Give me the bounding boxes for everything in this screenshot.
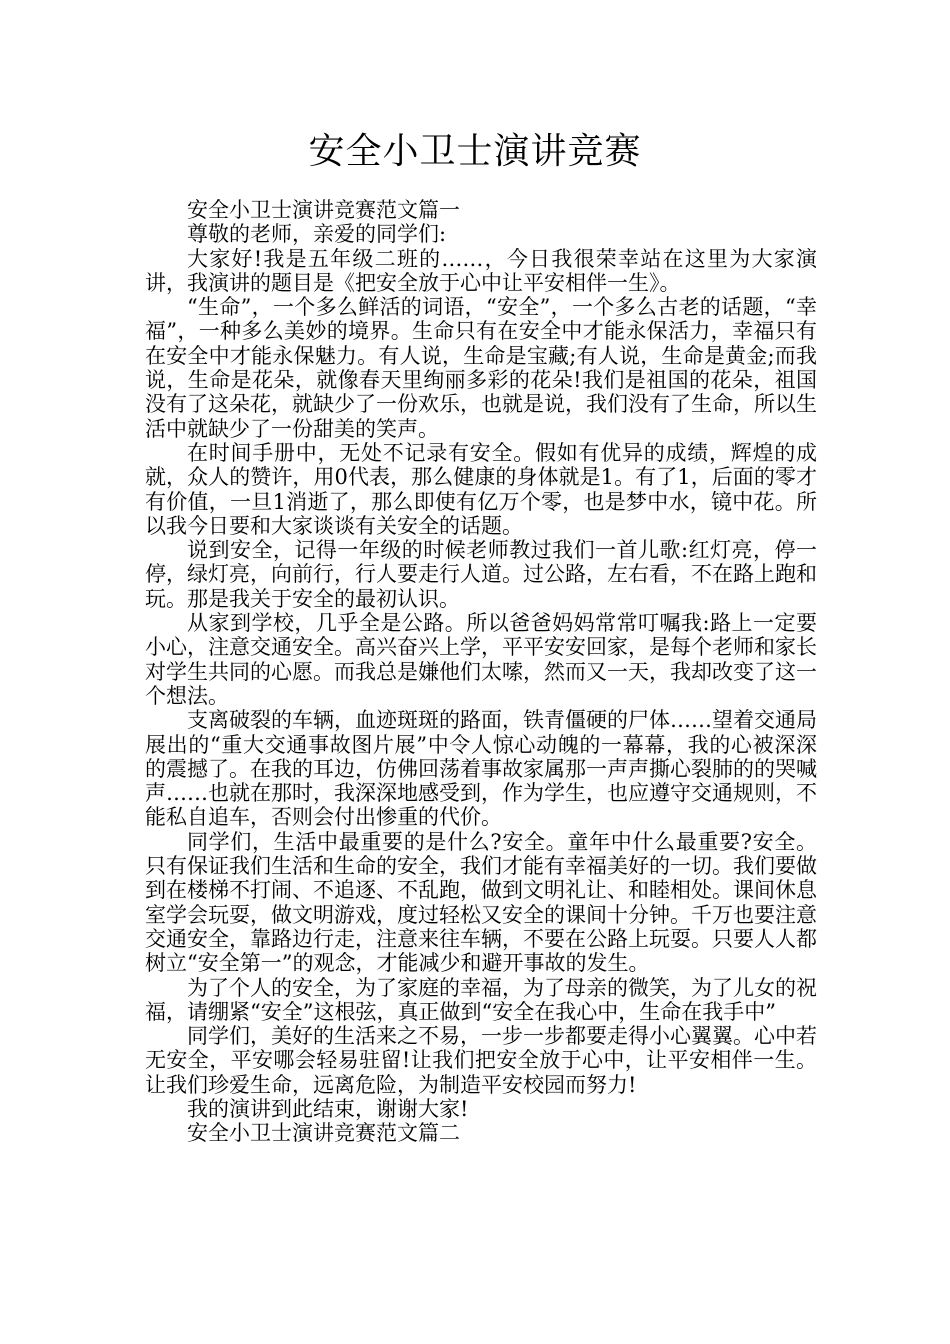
paragraph-for-family: 为了个人的安全，为了家庭的幸福，为了母亲的微笑，为了儿女的祝福，请绷紧“安全”这根弦，真正做到“安全在我心中，生命在我手中” (145, 975, 817, 1024)
paragraph-greeting: 大家好!我是五年级二班的……，今日我很荣幸站在这里为大家演讲，我演讲的题目是《把安全放于心中让平安相伴一生》。 (145, 246, 817, 295)
paragraph-traffic-exhibition: 支离破裂的车辆，血迹斑斑的路面，铁青僵硬的尸体……望着交通局展出的“重大交通事故图片展”中令人惊心动魄的一幕幕，我的心被深深的震撼了。在我的耳边，仿佛回荡着事故家属那一声声撕心裂肺的的哭喊声……也就在那时，我深深地感受到，作为学生，也应遵守交通规则，不能私自追车，否则会付出惨重的代价。 (145, 708, 817, 830)
paragraph-time-handbook: 在时间手册中，无处不记录有安全。假如有优异的成绩，辉煌的成就，众人的赞许，用0代表，那么健康的身体就是1。有了1，后面的零才有价值，一旦1消逝了，那么即使有亿万个零，也是梦中水，镜中花。所以我今日要和大家谈谈有关安全的话题。 (145, 440, 817, 538)
paragraph-nursery-rhyme: 说到安全，记得一年级的时候老师教过我们一首儿歌:红灯亮，停一停，绿灯亮，向前行，行人要走行人道。过公路，左右看，不在路上跑和玩。那是我关于安全的最初认识。 (145, 538, 817, 611)
document-title: 安全小卫士演讲竞赛 (308, 131, 642, 172)
paragraph-heading-part-two: 安全小卫士演讲竞赛范文篇二 (187, 1121, 460, 1146)
paragraph-heading-part-one: 安全小卫士演讲竞赛范文篇一 (187, 198, 460, 222)
paragraph-what-matters-most: 同学们，生活中最重要的是什么?安全。童年中什么最重要?安全。只有保证我们生活和生命的安全，我们才能有幸福美好的一切。我们要做到在楼梯不打闹、不追逐、不乱跑，做到文明礼让、和睦相处。课间休息室学会玩耍，做文明游戏，度过轻松又安全的课间十分钟。千万也要注意交通安全，靠路边行走，注意来往车辆，不要在公路上玩耍。只要人人都树立“安全第一”的观念，才能减少和避开事故的发生。 (145, 829, 817, 976)
paragraph-home-to-school: 从家到学校，几乎全是公路。所以爸爸妈妈常常叮嘱我:路上一定要小心，注意交通安全。高兴奋兴上学，平平安安回家，是每个老师和家长对学生共同的心愿。而我总是嫌他们太嗦，然而又一天，我却改变了这一个想法。 (145, 611, 817, 708)
paragraph-beautiful-life: 同学们，美好的生活来之不易，一步一步都要走得小心翼翼。心中若无安全，平安哪会轻易驻留!让我们把安全放于心中，让平安相伴一生。让我们珍爱生命，远离危险，为制造平安校园而努力! (145, 1024, 817, 1097)
paragraph-life-safety-happiness: “生命”，一个多么鲜活的词语，“安全”，一个多么古老的话题，“幸福”，一种多么美妙的境界。生命只有在安全中才能永保活力，幸福只有在安全中才能永保魅力。有人说，生命是宝藏;有人说，生命是黄金;而我说，生命是花朵，就像春天里绚丽多彩的花朵!我们是祖国的花朵，祖国没有了这朵花，就缺少了一份欢乐，也就是说，我们没有了生命，所以生活中就缺少了一份甜美的笑声。 (145, 295, 817, 441)
paragraph-salutation: 尊敬的老师，亲爱的同学们: (187, 222, 447, 247)
document-body (145, 198, 817, 1146)
paragraph-closing: 我的演讲到此结束，谢谢大家! (187, 1096, 469, 1121)
